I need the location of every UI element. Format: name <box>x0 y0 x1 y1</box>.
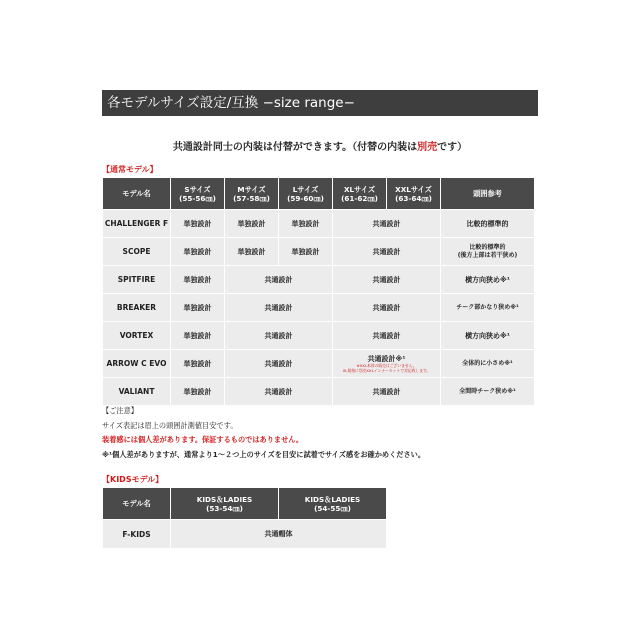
cell-kids-shell: 共通帽体 <box>171 520 387 549</box>
table-row <box>103 520 387 549</box>
notes-line1: サイズ表記は眉上の頭囲計測値目安です。 <box>102 420 238 430</box>
cell-m-l: 共通設計 <box>225 378 333 406</box>
xxl-note-1: ※XXL本体の販売はございません。 <box>356 363 417 369</box>
header-kids-b-label: KIDS＆LADIES <box>304 494 361 504</box>
header-ref: 頭囲参考 <box>441 178 535 210</box>
model-name: CHALLENGER F <box>103 210 171 238</box>
table-row <box>103 378 535 406</box>
cell-s: 単独設計 <box>171 266 225 294</box>
cell-s: 単独設計 <box>171 350 225 378</box>
notes-label: 【ご注意】 <box>102 406 138 415</box>
cell-l: 単独設計 <box>279 238 333 266</box>
cell-xl-xxl <box>333 350 441 378</box>
header-s-range: (55-56㎝) <box>179 193 216 203</box>
cell-xl-xxl: 共通設計 <box>333 210 441 238</box>
notes-line3: ※¹個人差がありますが、通常より1～２つ上のサイズを目安に試着でサイズ感をお確かめください。 <box>102 449 426 459</box>
header-model: モデル名 <box>103 488 171 520</box>
cell-s: 単独設計 <box>171 210 225 238</box>
header-xl-label: XLサイズ <box>343 184 376 194</box>
interchange-note-prefix: 共通設計同士の内装は付替ができます。（付替の内装は <box>172 142 418 153</box>
header-xl-range: (61-62㎝) <box>341 193 378 203</box>
cell-xl-xxl: 共通設計 <box>333 266 441 294</box>
cell-xl-xxl: 共通設計 <box>333 238 441 266</box>
cell-m: 単独設計 <box>225 210 279 238</box>
table-header-row <box>103 488 387 520</box>
header-kids-a-range: (53-54㎝) <box>206 503 243 513</box>
cell-l: 単独設計 <box>279 210 333 238</box>
cell-ref: 横方向狭め※¹ <box>441 322 535 350</box>
cell-xl-xxl: 共通設計 <box>333 322 441 350</box>
cell-ref: 全間時チーク狭め※¹ <box>441 378 535 406</box>
model-name: VALIANT <box>103 378 171 406</box>
page-banner: 各モデルサイズ設定/互換 −size range− <box>102 90 538 116</box>
model-name: BREAKER <box>103 294 171 322</box>
cell-xl-xxl: 共通設計 <box>333 378 441 406</box>
model-name: F-KIDS <box>103 520 171 549</box>
table-row <box>103 294 535 322</box>
table-row <box>103 350 535 378</box>
xxl-note-2: XL規格に別売XXLインナーセットで対応致します。 <box>342 367 431 373</box>
regular-size-table <box>102 177 535 406</box>
header-kids-a <box>171 488 279 520</box>
header-s <box>171 178 225 210</box>
cell-m-l: 共通設計 <box>225 322 333 350</box>
table-row <box>103 210 535 238</box>
header-l-range: (59-60㎝) <box>287 193 324 203</box>
ref-line2: (後方上部は若干狭め) <box>457 251 518 259</box>
regular-section-label: 【通常モデル】 <box>102 165 158 174</box>
cell-s: 単独設計 <box>171 238 225 266</box>
interchange-note-red: 別売 <box>417 142 438 153</box>
header-s-label: Sサイズ <box>184 184 211 194</box>
cell-ref: チーク部かなり狭め※¹ <box>441 294 535 322</box>
interchange-note <box>102 138 538 153</box>
header-m-range: (57-58㎝) <box>233 193 270 203</box>
cell-m-l: 共通設計 <box>225 350 333 378</box>
model-name: VORTEX <box>103 322 171 350</box>
cell-xl-xxl-main: 共通設計※¹ <box>367 355 406 364</box>
header-kids-b <box>279 488 387 520</box>
notes-line2: 装着感には個人差があります。保証するものではありません。 <box>102 435 304 444</box>
cell-m-l: 共通設計 <box>225 294 333 322</box>
header-l-label: Lサイズ <box>292 184 319 194</box>
interchange-note-suffix: です） <box>437 142 468 153</box>
header-m-label: Mサイズ <box>237 184 266 194</box>
header-xxl-range: (63-64㎝) <box>395 193 432 203</box>
header-m <box>225 178 279 210</box>
cell-m: 単独設計 <box>225 238 279 266</box>
table-row <box>103 266 535 294</box>
header-xl <box>333 178 387 210</box>
kids-section-label: 【KIDSモデル】 <box>102 475 164 484</box>
model-name: ARROW C EVO <box>103 350 171 378</box>
notes-block <box>102 404 542 462</box>
cell-xl-xxl: 共通設計 <box>333 294 441 322</box>
model-name: SCOPE <box>103 238 171 266</box>
header-model: モデル名 <box>103 178 171 210</box>
cell-s: 単独設計 <box>171 378 225 406</box>
cell-m-l: 共通設計 <box>225 266 333 294</box>
header-xxl-label: XXLサイズ <box>395 184 432 194</box>
header-xxl <box>387 178 441 210</box>
cell-ref: 比較的標準的 <box>441 210 535 238</box>
cell-s: 単独設計 <box>171 322 225 350</box>
header-kids-b-range: (54-55㎝) <box>314 503 351 513</box>
cell-ref: 全体的に小さめ※¹ <box>441 350 535 378</box>
header-l <box>279 178 333 210</box>
model-name: SPITFIRE <box>103 266 171 294</box>
kids-size-table <box>102 487 387 549</box>
table-row <box>103 322 535 350</box>
ref-line1: 比較的標準的 <box>469 244 506 252</box>
cell-ref <box>441 238 535 266</box>
cell-ref: 横方向狭め※¹ <box>441 266 535 294</box>
table-header-row <box>103 178 535 210</box>
header-kids-a-label: KIDS＆LADIES <box>196 494 253 504</box>
table-row <box>103 238 535 266</box>
cell-s: 単独設計 <box>171 294 225 322</box>
